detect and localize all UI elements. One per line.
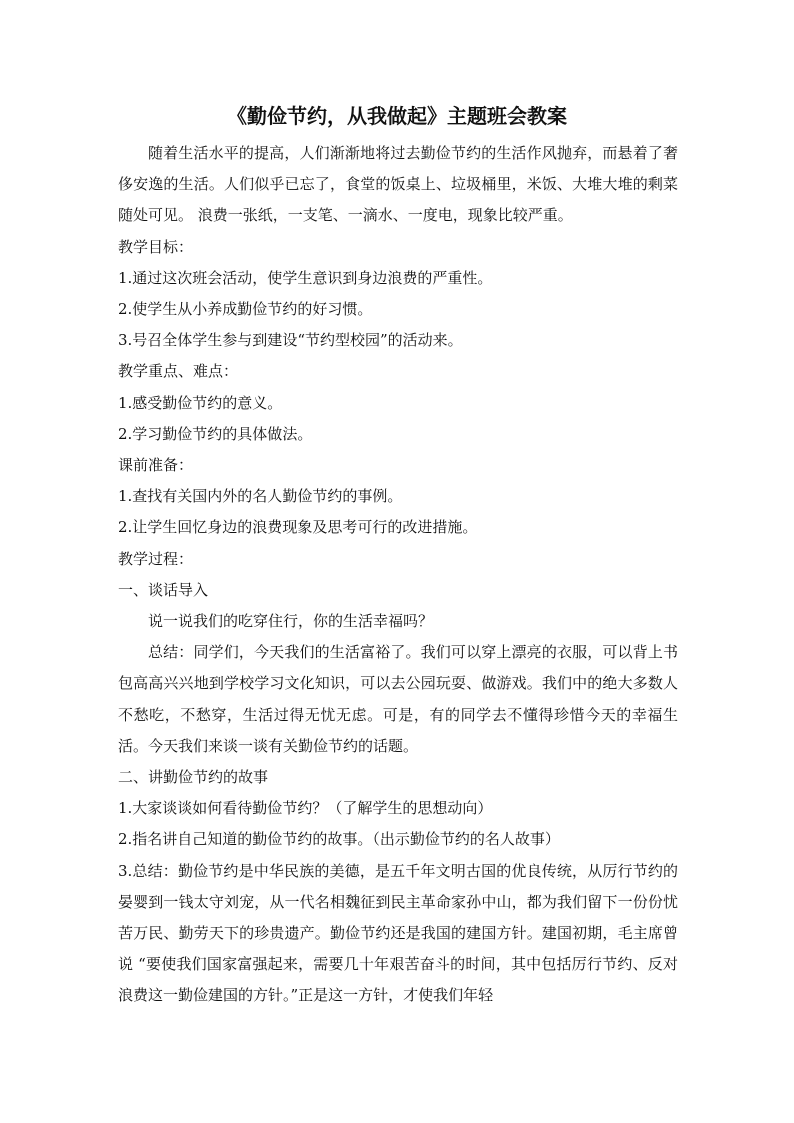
part2-item-2: 2.指名讲自己知道的勤俭节约的故事。（出示勤俭节约的名人故事）: [118, 830, 560, 849]
part1-question: 说一说我们的吃穿住行，你的生活幸福吗？: [148, 612, 434, 631]
part1-heading: 一、谈话导入: [118, 580, 209, 599]
part2-heading: 二、讲勤俭节约的故事: [118, 768, 269, 787]
keypoint-item-1: 1.感受勤俭节约的意义。: [118, 393, 283, 412]
part2-item-1: 1.大家谈谈如何看待勤俭节约？（了解学生的思想动向）: [118, 799, 493, 818]
part1-summary: 总结：同学们，今天我们的生活富裕了。我们可以穿上漂亮的衣服，可以背上书包高高兴兴地到学校学习文化知识，可以去公园玩耍、做游戏。我们中的绝大多数人不愁吃，不愁穿，生活过得无忧无虑。可是，有的同学去不懂得珍惜今天的幸福生活。今天我们来谈一谈有关勤俭节约的话题。: [118, 643, 678, 755]
prep-heading: 课前准备：: [118, 456, 194, 475]
process-heading: 教学过程：: [118, 549, 194, 568]
keypoints-heading: 教学重点、难点：: [118, 362, 239, 381]
prep-item-1: 1.查找有关国内外的名人勤俭节约的事例。: [118, 487, 403, 506]
document-title: 《勤俭节约，从我做起》主题班会教案: [227, 104, 567, 128]
goal-item-3: 3.号召全体学生参与到建设“节约型校园”的活动来。: [118, 331, 463, 350]
goal-item-2: 2.使学生从小养成勤俭节约的好习惯。: [118, 300, 373, 319]
goal-item-1: 1.通过这次班会活动，使学生意识到身边浪费的严重性。: [118, 268, 493, 287]
document-body: [118, 138, 678, 1012]
part2-item-3: 3.总结：勤俭节约是中华民族的美德，是五千年文明古国的优良传统，从厉行节约的晏婴到一钱太守刘宠，从一代名相魏征到民主革命家孙中山，都为我们留下一份份忧苦万民、勤劳天下的珍贵遗产。勤俭节约还是我国的建国方针。建国初期，毛主席曾说 “要使我们国家富强起来，需要几十年艰苦奋斗的时间，其中包括厉行节约、反对浪费这一勤俭建国的方针。”正是这一方针，才使我们年轻: [118, 861, 678, 1005]
keypoint-item-2: 2.学习勤俭节约的具体做法。: [118, 424, 313, 443]
prep-item-2: 2.让学生回忆身边的浪费现象及思考可行的改进措施。: [118, 518, 478, 537]
goals-heading: 教学目标：: [118, 237, 194, 256]
intro-paragraph: 随着生活水平的提高，人们渐渐地将过去勤俭节约的生活作风抛弃，而悬着了奢侈安逸的生活。人们似乎已忘了，食堂的饭桌上、垃圾桶里，米饭、大堆大堆的剩菜随处可见。 浪费一张纸，一支笔、一滴水、一度电，现象比较严重。: [118, 144, 678, 225]
